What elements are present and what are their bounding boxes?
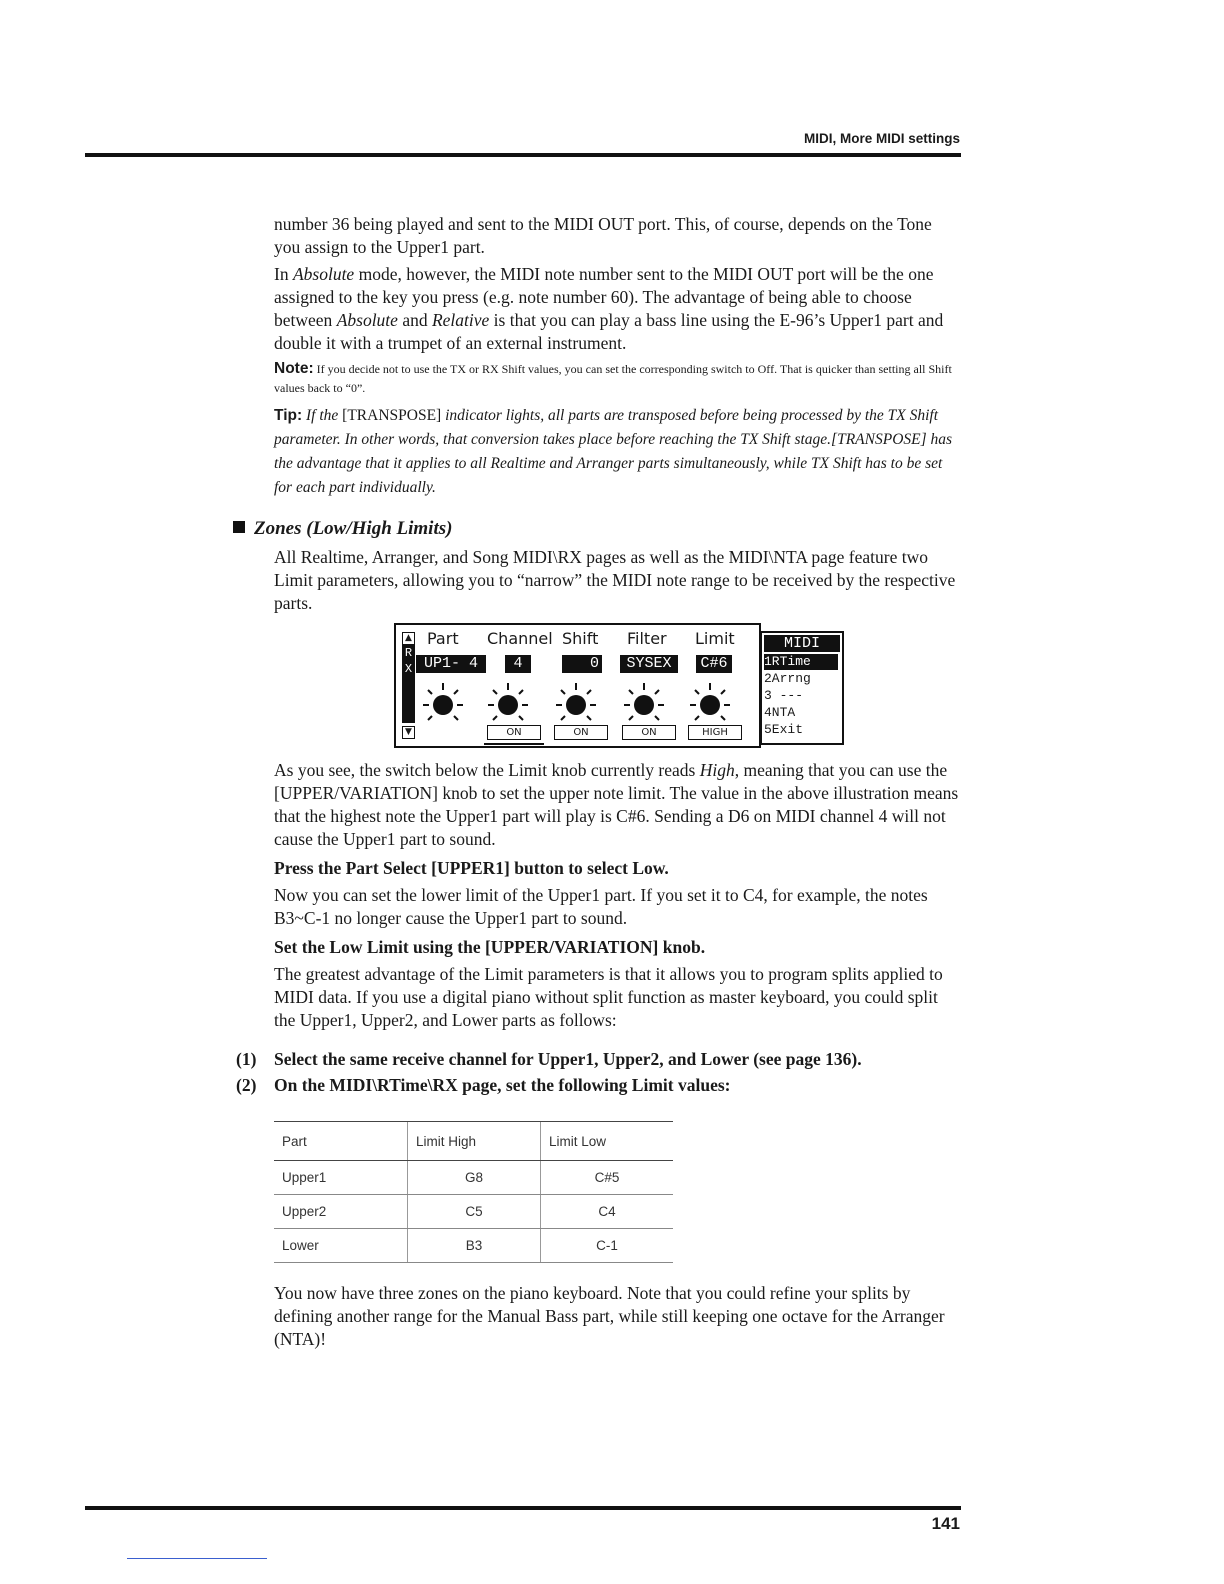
text-run: and	[397, 310, 432, 330]
table-cell: B3	[408, 1229, 541, 1263]
page-number: 141	[931, 1514, 960, 1533]
tip-label: Tip:	[274, 407, 303, 424]
lcd-value-limit: C#6	[696, 655, 732, 673]
text-run-italic: Relative	[431, 310, 490, 330]
menu-item-nta: 4NTA	[764, 705, 796, 720]
table-row	[274, 1229, 673, 1263]
lcd-side-strip	[402, 625, 415, 746]
limit-table	[274, 1121, 673, 1263]
switch-shift: ON	[554, 725, 608, 740]
menu-item-rtime: 1RTime	[764, 654, 838, 670]
blue-rule	[127, 1558, 267, 1559]
instruction-2: Set the Low Limit using the [UPPER/VARIATION] knob.	[274, 937, 706, 957]
knob-icon	[485, 682, 531, 728]
running-head: MIDI, More MIDI settings	[803, 131, 960, 146]
closing-block	[274, 1282, 962, 1355]
tip-text: indicator lights, all parts are transposed before being processed by the TX Shift parameter. In other words, that conversion takes place before reaching the TX Shift stage.[TRANSPOSE] has the advantage that it applies to all Realtime and Arranger parts simultaneously, while TX Shift has to be set for each part individually.	[274, 407, 953, 496]
intro-block	[274, 213, 962, 500]
column-header-limit-high: Limit High	[408, 1122, 541, 1161]
table-cell: C5	[408, 1195, 541, 1229]
lcd-value-part: UP1- 4	[416, 655, 486, 673]
table-cell: C-1	[541, 1229, 674, 1263]
lcd-header-channel: Channel	[487, 629, 553, 648]
intro-paragraph-2	[274, 263, 962, 355]
table-cell: Upper1	[274, 1161, 408, 1195]
step-number: (1)	[236, 1049, 257, 1069]
instruction-1: Press the Part Select [UPPER1] button to select Low.	[274, 858, 669, 878]
column-header-limit-low: Limit Low	[541, 1122, 674, 1161]
section-intro	[274, 546, 962, 619]
tip	[274, 404, 962, 500]
table-cell: Lower	[274, 1229, 408, 1263]
table-cell: C4	[541, 1195, 674, 1229]
knob-icon	[621, 682, 667, 728]
lcd-menu	[759, 631, 844, 745]
note-label: Note:	[274, 360, 314, 377]
step-2	[236, 1075, 956, 1096]
menu-item-exit: 5Exit	[764, 722, 804, 737]
scroll-down-icon: ▼	[402, 726, 415, 739]
section-heading	[233, 518, 452, 540]
text-run: In	[274, 264, 293, 284]
step-text: Select the same receive channel for Upper1, Upper2, and Lower (see page 136).	[274, 1049, 862, 1069]
lcd-value-filter: SYSEX	[620, 655, 678, 673]
table-cell: C#5	[541, 1161, 674, 1195]
step-text: On the MIDI\RTime\RX page, set the following Limit values:	[274, 1075, 731, 1095]
header-rule	[85, 153, 961, 157]
knob-icon	[420, 682, 466, 728]
step-number: (2)	[236, 1075, 257, 1095]
step-1	[236, 1049, 956, 1070]
lcd-header-filter: Filter	[627, 629, 667, 648]
body-paragraph-2: Now you can set the lower limit of the Upper1 part. If you set it to C4, for example, the notes B3~C-1 no longer cause the Upper1 part to sound.	[274, 885, 928, 928]
scroll-up-icon: ▲	[402, 632, 415, 645]
lcd-header-shift: Shift	[562, 629, 599, 648]
lcd-value-channel: 4	[505, 655, 531, 673]
lcd-header-limit: Limit	[695, 629, 735, 648]
body-block	[274, 759, 962, 1036]
tip-text: If the	[306, 407, 339, 424]
text-run-italic: Absolute	[292, 264, 355, 284]
text-run: is that you can play a bass line using the E-96’s Upper1 part and double it with a trumpet of an external instrument.	[274, 310, 944, 353]
body-paragraph-1	[274, 759, 962, 851]
section-paragraph: All Realtime, Arranger, and Song MIDI\RX pages as well as the MIDI\NTA page feature two Limit parameters, allowing you to “narrow” the MIDI note range to be received by the respective parts.	[274, 547, 956, 613]
lcd-value-shift: 0	[562, 655, 602, 673]
section-title: Zones (Low/High Limits)	[254, 518, 453, 539]
menu-item-empty: 3 ---	[764, 688, 804, 703]
table-row	[274, 1195, 673, 1229]
knob-icon	[687, 682, 733, 728]
knob-icon	[553, 682, 599, 728]
text-run: As you see, the switch below the Limit knob currently reads	[274, 760, 700, 780]
switch-limit: HIGH	[688, 725, 742, 740]
table-cell: Upper2	[274, 1195, 408, 1229]
switch-channel: ON	[487, 725, 541, 740]
square-bullet-icon	[233, 521, 245, 533]
text-run-italic: Absolute	[336, 310, 398, 330]
footer-rule	[85, 1506, 961, 1510]
switch-filter: ON	[622, 725, 676, 740]
lcd-display	[394, 623, 845, 746]
note	[274, 359, 962, 398]
note-text: If you decide not to use the TX or RX Shift values, you can set the corresponding switch to Off. That is quicker than setting all Shift values back to “0”.	[274, 362, 952, 395]
table-cell: G8	[408, 1161, 541, 1195]
tip-text-upright: [TRANSPOSE]	[342, 407, 442, 424]
column-header-part: Part	[274, 1122, 408, 1161]
lcd-header-part: Part	[427, 629, 459, 648]
table-header-row	[274, 1122, 673, 1161]
lcd-main-panel	[394, 623, 761, 748]
table-row	[274, 1161, 673, 1195]
text-run: , meaning that you can use the [UPPER/VARIATION] knob to set the upper note limit. The value in the above illustration means that the highest note the Upper1 part will play is C#6. Sending a D6 on MIDI channel 4 will not cause the Upper1 part to sound.	[274, 760, 959, 849]
body-paragraph-3: The greatest advantage of the Limit parameters is that it allows you to program splits applied to MIDI data. If you use a digital piano without split function as master keyboard, you could split the Upper1, Upper2, and Lower parts as follows:	[274, 964, 943, 1030]
intro-paragraph-1: number 36 being played and sent to the MIDI OUT port. This, of course, depends on the Tone you assign to the Upper1 part.	[274, 214, 932, 257]
text-run: mode, however, the MIDI note number sent to the MIDI OUT port will be the one assigned to the key you press (e.g. note number 60). The advantage of being able to choose between	[274, 264, 934, 330]
closing-paragraph: You now have three zones on the piano keyboard. Note that you could refine your splits by defining another range for the Manual Bass part, while still keeping one octave for the Arranger (NTA)!	[274, 1283, 945, 1349]
menu-title: MIDI	[764, 635, 840, 652]
text-run-italic: High	[699, 760, 735, 780]
rx-label: R X	[402, 645, 415, 723]
menu-item-arrng: 2Arrng	[764, 671, 811, 686]
